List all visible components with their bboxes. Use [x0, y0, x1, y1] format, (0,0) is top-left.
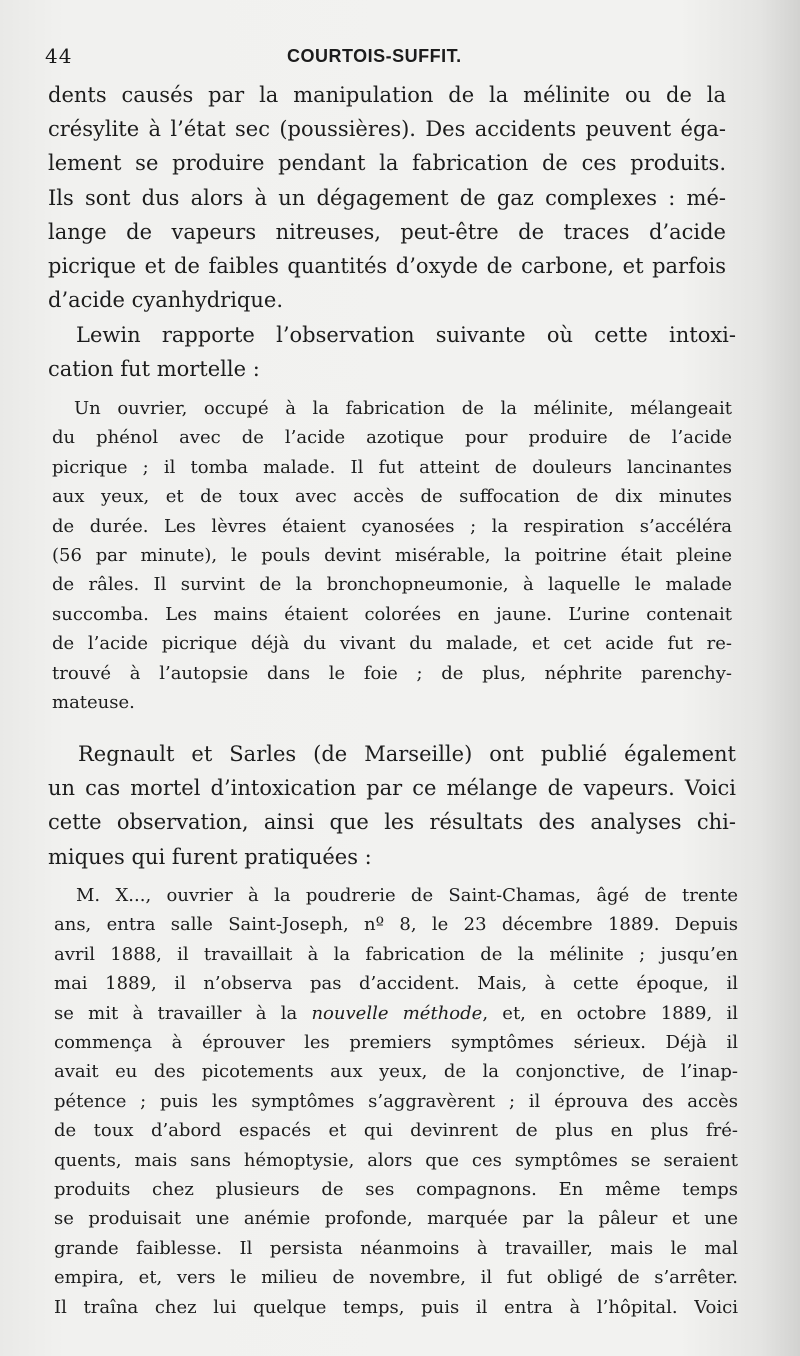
text-line: mateuse. — [52, 692, 135, 714]
quoted-observation-lewin — [52, 394, 732, 717]
text-segment: , et, en octobre 1889, il — [482, 1002, 739, 1024]
text-line: (56 par minute), le pouls devint misérable, la poitrine était pleine — [52, 545, 732, 567]
text-line: cette observation, ainsi que les résultats des analyses chi- — [48, 810, 736, 835]
paragraph-3 — [48, 737, 736, 874]
quoted-observation-regnault-sarles — [54, 881, 738, 1322]
text-line: M. X..., ouvrier à la poudrerie de Saint-Chamas, âgé de trente — [76, 885, 738, 906]
text-line: Lewin rapporte l’observation suivante où cette intoxi- — [76, 323, 736, 347]
text-line: trouvé à l’autopsie dans le foie ; de plus, néphrite parenchy- — [52, 662, 732, 684]
text-line: cation fut mortelle : — [48, 357, 260, 382]
text-line: quents, mais sans hémoptysie, alors que ces symptômes se seraient — [54, 1149, 738, 1171]
text-line: du phénol avec de l’acide azotique pour produire de l’acide — [52, 427, 732, 449]
page-number: 44 — [45, 44, 73, 68]
text-line: Un ouvrier, occupé à la fabrication de la mélinite, mélangeait — [74, 398, 732, 419]
text-line: dents causés par la manipulation de la mélinite ou de la — [48, 83, 726, 107]
text-line: lange de vapeurs nitreuses, peut-être de traces d’acide — [48, 219, 726, 244]
text-line: avril 1888, il travaillait à la fabrication de la mélinite ; jusqu’en — [54, 943, 738, 965]
text-line: de toux d’abord espacés et qui devinrent de plus en plus fré- — [54, 1120, 738, 1142]
text-line: empira, et, vers le milieu de novembre, il fut obligé de s’arrêter. — [54, 1267, 738, 1289]
text-line: d’acide cyanhydrique. — [48, 288, 283, 313]
running-head — [0, 40, 800, 72]
text-line: commença à éprouver les premiers symptômes sérieux. Déjà il — [54, 1032, 738, 1054]
italic-phrase: nouvelle méthode — [311, 1002, 483, 1024]
text-line: Il traîna chez lui quelque temps, puis il entra à l’hôpital. Voici — [54, 1296, 738, 1318]
text-line: de durée. Les lèvres étaient cyanosées ; la respiration s’accéléra — [52, 515, 732, 537]
text-line: aux yeux, et de toux avec accès de suffocation de dix minutes — [52, 486, 732, 508]
text-line: grande faiblesse. Il persista néanmoins à travailler, mais le mal — [54, 1237, 738, 1259]
text-line-with-italic — [54, 999, 738, 1028]
text-line: picrique et de faibles quantités d’oxyde de carbone, et parfois — [48, 254, 726, 279]
text-line: crésylite à l’état sec (poussières). Des accidents peuvent éga- — [48, 117, 726, 142]
running-title: COURTOIS-SUFFIT. — [287, 46, 462, 66]
text-line: succomba. Les mains étaient colorées en jaune. L’urine contenait — [52, 603, 732, 625]
paragraph-1 — [48, 78, 726, 317]
text-line: lement se produire pendant la fabrication de ces produits. — [48, 151, 726, 176]
text-line: avait eu des picotements aux yeux, de la conjonctive, de l’inap- — [54, 1061, 738, 1083]
text-line: mai 1889, il n’observa pas d’accident. Mais, à cette époque, il — [54, 973, 738, 995]
text-line: se produisait une anémie profonde, marquée par la pâleur et une — [54, 1208, 738, 1230]
text-line: ans, entra salle Saint-Joseph, nº 8, le 23 décembre 1889. Depuis — [54, 914, 738, 936]
paragraph-2 — [48, 318, 736, 386]
text-line: miques qui furent pratiquées : — [48, 844, 372, 869]
text-line: Ils sont dus alors à un dégagement de gaz complexes : mé- — [48, 185, 726, 210]
text-line: picrique ; il tomba malade. Il fut atteint de douleurs lancinantes — [52, 456, 732, 478]
text-line: de râles. Il survint de la bronchopneumonie, à laquelle le malade — [52, 574, 732, 596]
text-line: de l’acide picrique déjà du vivant du malade, et cet acide fut re- — [52, 633, 732, 655]
text-line: produits chez plusieurs de ses compagnons. En même temps — [54, 1179, 738, 1201]
text-line: un cas mortel d’intoxication par ce mélange de vapeurs. Voici — [48, 776, 736, 801]
text-line: pétence ; puis les symptômes s’aggravèrent ; il éprouva des accès — [54, 1090, 738, 1112]
text-line: Regnault et Sarles (de Marseille) ont publié également — [78, 742, 736, 766]
text-segment: se mit à travailler à la — [54, 1002, 312, 1024]
